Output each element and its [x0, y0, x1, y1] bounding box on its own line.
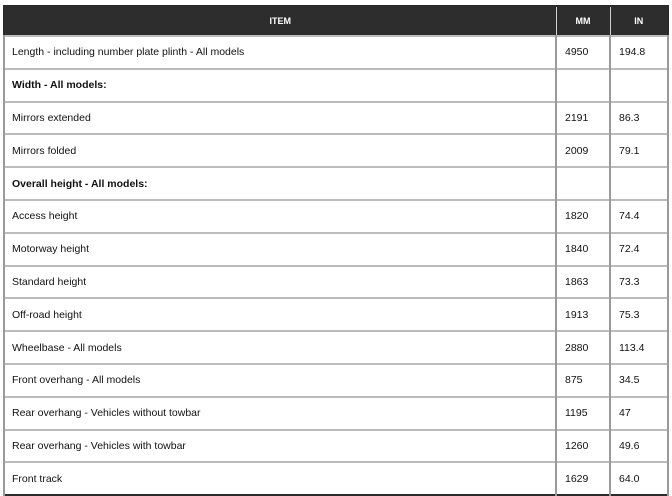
column-header-mm: MM — [556, 6, 610, 36]
table-row — [4, 331, 668, 364]
in-cell: 49.6 — [610, 430, 668, 463]
in-cell — [610, 69, 668, 102]
in-cell: 47 — [610, 397, 668, 430]
in-cell: 74.4 — [610, 200, 668, 233]
mm-cell: 1840 — [556, 233, 610, 266]
table-body — [4, 36, 668, 495]
mm-cell: 1863 — [556, 266, 610, 299]
mm-cell: 1629 — [556, 462, 610, 495]
table-row — [4, 397, 668, 430]
table-row — [4, 233, 668, 266]
item-cell: Front track — [4, 462, 556, 495]
column-header-item: ITEM — [4, 6, 556, 36]
table-row-section — [4, 167, 668, 200]
in-cell: 79.1 — [610, 134, 668, 167]
mm-cell: 875 — [556, 364, 610, 397]
header-row — [4, 6, 668, 36]
mm-cell: 4950 — [556, 36, 610, 69]
mm-cell — [556, 167, 610, 200]
table-row — [4, 462, 668, 495]
table-row — [4, 364, 668, 397]
mm-cell: 2009 — [556, 134, 610, 167]
item-cell: Length - including number plate plinth - All models — [4, 36, 556, 69]
item-cell: Rear overhang - Vehicles without towbar — [4, 397, 556, 430]
table-row — [4, 266, 668, 299]
in-cell: 34.5 — [610, 364, 668, 397]
mm-cell: 2880 — [556, 331, 610, 364]
mm-cell: 1260 — [556, 430, 610, 463]
item-cell: Standard height — [4, 266, 556, 299]
item-cell: Mirrors folded — [4, 134, 556, 167]
in-cell: 113.4 — [610, 331, 668, 364]
in-cell: 72.4 — [610, 233, 668, 266]
item-cell: Rear overhang - Vehicles with towbar — [4, 430, 556, 463]
table-row — [4, 430, 668, 463]
table-row-section — [4, 69, 668, 102]
item-cell: Motorway height — [4, 233, 556, 266]
in-cell: 194.8 — [610, 36, 668, 69]
table-row — [4, 36, 668, 69]
table-row — [4, 200, 668, 233]
in-cell: 75.3 — [610, 298, 668, 331]
in-cell: 86.3 — [610, 102, 668, 135]
mm-cell: 1820 — [556, 200, 610, 233]
section-heading-cell: Overall height - All models: — [4, 167, 556, 200]
mm-cell — [556, 69, 610, 102]
dimensions-table — [3, 5, 669, 496]
item-cell: Off-road height — [4, 298, 556, 331]
mm-cell: 1195 — [556, 397, 610, 430]
item-cell: Front overhang - All models — [4, 364, 556, 397]
mm-cell: 1913 — [556, 298, 610, 331]
table-header — [4, 6, 668, 36]
item-cell: Mirrors extended — [4, 102, 556, 135]
in-cell: 73.3 — [610, 266, 668, 299]
item-cell: Access height — [4, 200, 556, 233]
item-cell: Wheelbase - All models — [4, 331, 556, 364]
in-cell — [610, 167, 668, 200]
mm-cell: 2191 — [556, 102, 610, 135]
table-row — [4, 102, 668, 135]
column-header-in: IN — [610, 6, 668, 36]
table-row — [4, 134, 668, 167]
table-row — [4, 298, 668, 331]
section-heading-cell: Width - All models: — [4, 69, 556, 102]
in-cell: 64.0 — [610, 462, 668, 495]
